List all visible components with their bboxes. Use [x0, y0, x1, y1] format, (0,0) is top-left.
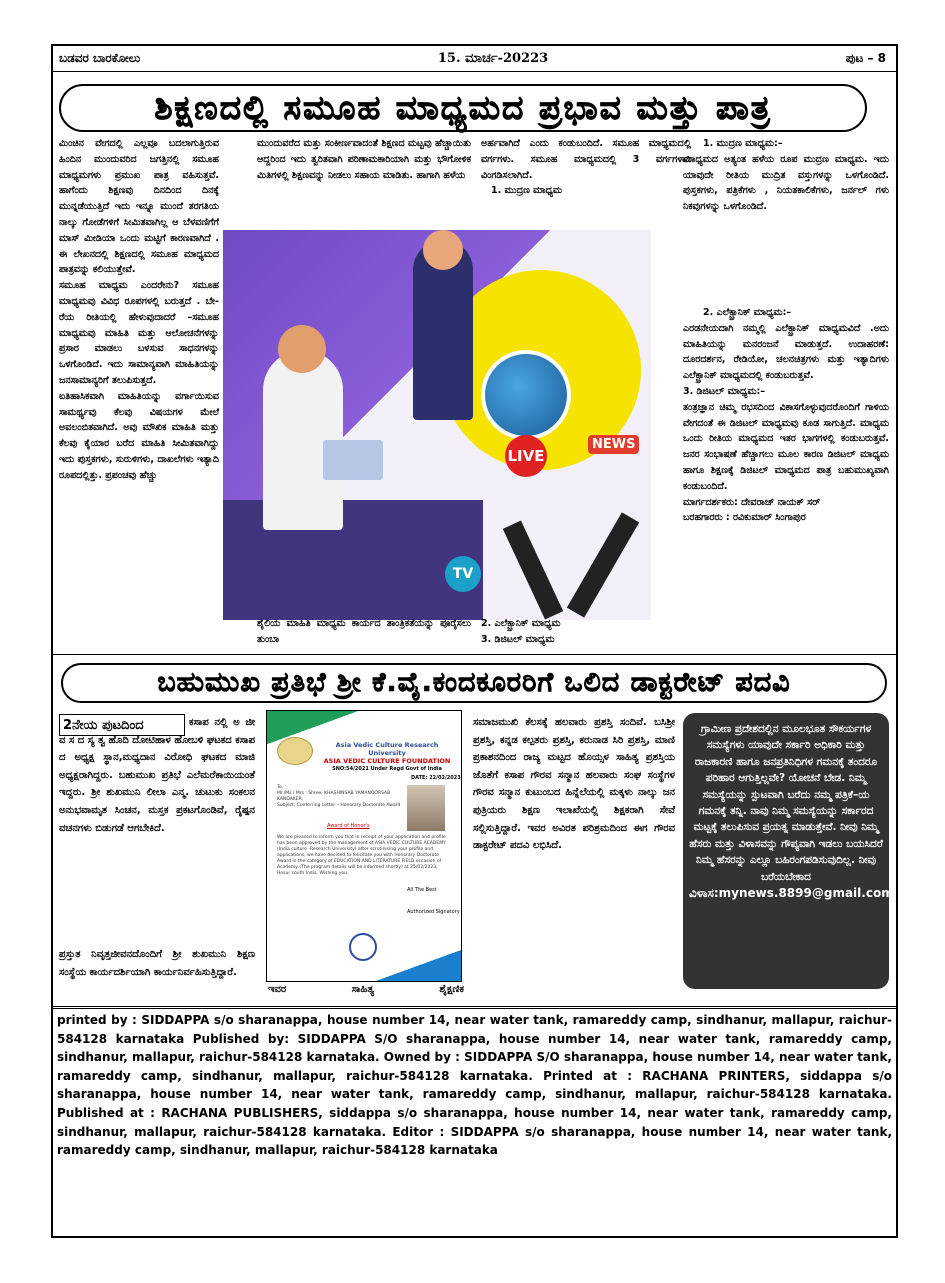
mass-media-illustration	[223, 230, 651, 620]
person-head	[423, 230, 463, 270]
globe-icon	[481, 350, 571, 440]
article1-column-3-bottom	[481, 616, 681, 648]
headline-doctorate: ಬಹುಮುಖ ಪ್ರತಿಭೆ ಶ್ರೀ ಕೆ.ವೈ.ಕಂದಕೂರರಿಗೆ ಒಲಿದ ಡಾಕ್ಟರೇಟ್ ಪದವಿ	[61, 663, 887, 703]
article2-column-1	[59, 714, 255, 837]
imprint-footer: printed by : SIDDAPPA s/o sharanappa, house number 14, near water tank, ramareddy camp, sindhanur, mallapur, raichur-584128 karnataka Published by: SIDDAPPA S/O sharanappa, house number 14, near water tank, ramareddy camp, sindhanur, mallapur, raichur-584128 karnataka. Owned by : SIDDAPPA S/O sharanappa, house number 14, near water tank, ramareddy camp, sindhanur, mallapur, raichur-584128 karnataka. Printed at : RACHANA PRINTERS, siddappa s/o sharanappa, house number 14, near water tank, ramareddy camp, sindhanur, mallapur, raichur-584128 karnataka. Published at : RACHANA PUBLISHERS, siddappa s/o sharanappa, house number 14, near water tank, ramareddy camp, sindhanur, mallapur, raichur-584128 karnataka. Editor : SIDDAPPA s/o sharanappa, house number 14, near water tank, ramareddy camp, sindhanur, mallapur, raichur-584128 karnataka	[53, 1006, 896, 1162]
article1-column-1	[59, 136, 219, 484]
notice-text: ಗ್ರಾಮೀಣ ಪ್ರದೇಶದಲ್ಲಿನ ಮೂಲಭೂತ ಸೌಕರ್ಯಗಳ ಸಮಸ್ಯೆಗಳು ಯಾವುದೇ ಸರ್ಕಾರಿ ಅಧಿಕಾರಿ ಮತ್ತು ರಾಜಕಾರಣಿ ಹಾಗೂ ಜನಪ್ರತಿನಿಧಿಗಳ ಗಮನಕ್ಕೆ ತಂದರೂ ಪರಿಹಾರ ಆಗುತ್ತಿಲ್ಲವೇ? ಯೋಚನೆ ಬೇಡ. ನಿಮ್ಮ ಸಮಸ್ಯೆಯನ್ನು ಸ್ಪುಟವಾಗಿ ಬರೆದು ನಮ್ಮ ಪತ್ರಿಕೆ–ಯ ಗಮನಕ್ಕೆ ತನ್ನಿ. ನಾವು ನಿಮ್ಮ ಸಮಸ್ಯೆಯನ್ನು ಸರ್ಕಾರದ ಮಟ್ಟಕ್ಕೆ ತಲುಪಿಸುವ ಪ್ರಯತ್ನ ಮಾಡುತ್ತೇವೆ. ನೀವು ನಿಮ್ಮ ಹೆಸರು ಮತ್ತು ವಿಳಾಸವನ್ನು ಗೌಪ್ಯವಾಗಿ ಇಡಲು ಬಯಸಿದರೆ ನಿಮ್ಮ ಹೆಸರನ್ನು ಎಲ್ಲೂ ಬಹಿರಂಗಪಡಿಸುವುದಿಲ್ಲ. ನೀವು ಬರೆಯಬೇಕಾದ	[689, 723, 883, 883]
honorary-doctorate-certificate-image	[266, 710, 462, 982]
article1-column-2-bottom	[257, 616, 471, 648]
caption-word: ಶೈಕ್ಷಣಿಕ	[439, 984, 464, 995]
certificate-date: DATE: 22/02/2023	[411, 775, 461, 781]
news-badge: NEWS	[588, 435, 639, 454]
article1-col3-item1: 1. ಮುದ್ರಣ ಮಾಧ್ಯಮ	[491, 185, 563, 197]
desk-shape	[223, 500, 483, 620]
spacer	[683, 215, 889, 305]
section-heading-digital-media: 3. ಡಿಜಿಟಲ್ ಮಾಧ್ಯಮ:–	[683, 385, 766, 397]
certificate-subject: Subject; Conferring Letter – Honorary Doctorate Award	[277, 803, 401, 808]
reader-notice-box	[683, 713, 894, 989]
person-head	[278, 325, 326, 373]
certificate-to: To,	[277, 785, 284, 790]
university-logo-icon	[277, 737, 313, 765]
certificate-signatory: Authorized Signatory	[407, 909, 460, 915]
article1-col2-bottom: ಶೈಲಿಯ ಮಾಹಿತಿ ಮಾಧ್ಯಮ ಕಾರ್ಯದ ತಾಂತ್ರಿಕತೆಯನ್ನು ಪೂರೈಸಲು ತುಂಬಾ	[257, 618, 471, 645]
masthead-page-number: ಪುಟ – 8	[845, 51, 886, 65]
certificate-to-block	[277, 785, 402, 809]
article1-column-4	[683, 136, 889, 526]
article2-col3-para: ಸಮಾಜಮುಖಿ ಕೆಲಸಕ್ಕೆ ಹಲವಾರು ಪ್ರಶಸ್ತಿ ಸಂದಿವೆ. ಬಸಿಶ್ರೀ ಪ್ರಶಸ್ತಿ, ಕನ್ನಡ ಕಲ್ಪತರು ಪ್ರಶಸ್ತಿ, ಕರುನಾಡ ಸಿರಿ ಪ್ರಶಸ್ತಿ, ಮಾಣಿ ಪ್ರಕಾಶನದಿಂದ ರಾಜ್ಯ ಮಟ್ಟದ ಹೊಯ್ಸಳ ಸಾಹಿತ್ಯ ಪ್ರಶಸ್ತಿಯ ಜೊತೆಗೆ ಕಸಾಪ ಗೌರವ ಸನ್ಮಾನ ಹಲವಾರು ಸಂಘ ಸಂಸ್ಥೆಗಳ ಗೌರವ ಸನ್ಮಾನ ಕುಟುಂಬದ ಹಿನ್ನೆಲೆಯಲ್ಲಿ ಮಕ್ಕಳು ನಾಲ್ಕು ಜನ ಪುತ್ರಿಯರು ಶಿಕ್ಷಣ ಇಲಾಖೆಯಲ್ಲಿ ಶಿಕ್ಷಕರಾಗಿ ಸೇವೆ ಸಲ್ಲಿಸುತ್ತಿದ್ದಾರೆ. ಇವರ ಅವಿರತ ಪರಿಶ್ರಮದಿಂದ ಈಗ ಗೌರವ ಡಾಕ್ಟರೇಟ್ ಪದವಿ ಲಭಿಸಿದೆ.	[473, 717, 675, 852]
masthead	[53, 46, 896, 72]
certificate-organisation	[317, 741, 457, 773]
article1-column-3-top	[481, 136, 691, 199]
article1-col2-top: ಮುಂದುವರೆದ ಮತ್ತು ಸಂಕೀರ್ಣವಾದಂತೆ ಶಿಕ್ಷಣದ ಮಟ್ಟವು ಹೆಚ್ಚಾಯಿತು ಆದ್ದರಿಂದ ಇದು ತ್ವರಿತವಾಗಿ ಪರಿಣಾಮಕಾರಿಯಾಗಿ ಮತ್ತು ಭೌಗೋಳಿಕ ಮಿತಿಗಳಲ್ಲಿ ಶಿಕ್ಷಣವನ್ನು ನೀಡಲು ಸಹಾಯ ಮಾಡಿತು. ಹಾಗಾಗಿ ಹಳೆಯ	[257, 138, 471, 181]
masthead-title: ಬಡವರ ಬಾರಕೋಲು	[59, 51, 141, 65]
section-heading-print-media: 1. ಮುದ್ರಣ ಮಾಧ್ಯಮ:–	[703, 138, 783, 149]
article2-col1-para1: ಕಸಾಪ ನಲ್ಲಿ ಅ ಜೀ ವ ಸ ದ ಸ್ಯ ತ್ವ ಹೊದಿ ದೋಟಿಹಾಳ ಹೋಬಳಿ ಘಟಕದ ಕಸಾಪ ದ ಅಧ್ಯಕ್ಷ ಸ್ಥಾನ,ಮಧ್ಯದಾನ ವಿರೋಧಿ ಘಟಕದ ಮಾಜಿ ಅಧ್ಯಕ್ಷರಾಗಿದ್ದರು. ಬಹುಮುಖ ಪ್ರತಿಭೆ ಎಲೆಮರೆಕಾಯಿಯಂತೆ ಇದ್ದರು. ಶ್ರೀ ಶುಖಮುನಿ ಲೀಲಾ ಎನ್ಮ. ಚುಟುಕು ಸಂಕಲನ ಅನುಭವಾಮೃತ ಸಿಂಚನ, ಮಸ್ತಕ ಪ್ರಕಟಗೊಂಡಿವೆ, ರೈಷ್ಪನ ವಚನಗಳು ಬಿಡುಗಡೆ ಆಗಬೇಕಿದೆ.	[59, 717, 255, 834]
article1-writer-credit: ಬರಹಗಾರರು : ರವಿಕುಮಾರ್ ಸಿಂಗಾಪುರ	[683, 512, 806, 524]
article2-column-1b	[59, 946, 255, 981]
notice-email[interactable]: ವಿಳಾಸ:mynews.8899@gmail.com	[689, 886, 894, 901]
microphone-icon	[567, 512, 639, 617]
certificate-seal-icon	[349, 933, 377, 961]
certificate-org-line1: Asia Vedic Culture Research University	[335, 741, 439, 757]
continued-from-page-2: 2ನೇಯ ಪುಟದಿಂದ	[59, 714, 185, 736]
article1-col3-top: ಅರ್ಹವಾಗಿದೆ ಎಂದು ಕಂಡುಬಂದಿದೆ. ಸಮೂಹ ಮಾಧ್ಯಮದಲ್ಲಿ ವರ್ಗಗಳು. ಸಮೂಹ ಮಾಧ್ಯಮದಲ್ಲಿ 3 ವರ್ಗಗಳಾಗಿ ವಿಂಗಡಿಸಲಾಗಿದೆ.	[481, 138, 691, 181]
certificate-recipient: Mr./Ms./ Mrs : Shree. KHASHINSAB YAMANOORSAB KANDAKER,	[277, 791, 391, 802]
certificate-body: We are pleased to inform you that in receipt of your application and profile has been approved by the management of ASIA VEDIC CULTURE ACADEMY (India culture -Research University) after scrutinising your profile and applications, we have decided to felicitate you with Honorary Doctorate Award in the category of EDUCATION AND LITERATURE FIELD occasion of Academy (The program details will be informed shortly) at 25/02/2023, Hosur south India. Wishing you.	[277, 835, 446, 876]
article1-guide-credit: ಮಾರ್ಗದರ್ಶಕರು: ದೇವರಾಜ್ ನಾಯಕ್ ಸರ್	[683, 496, 821, 508]
recipient-photo	[407, 785, 445, 831]
article1-col4-para2: ಎರಡನೇಯದಾಗಿ ನಮ್ಮಲ್ಲಿ ಎಲೆಕ್ಟ್ರಾನಿಕ್ ಮಾಧ್ಯಮವಿದೆ .ಅದು ಮಾಹಿತಿಯನ್ನು ಮನರಂಜನೆ ಮಾಡುತ್ತದೆ. ಉದಾಹರಣೆ: ದೂರದರ್ಶನ, ರೇಡಿಯೋ, ಚಲನಚಿತ್ರಗಳು ಮತ್ತು ಇತ್ಯಾದಿಗಳು ಎಲೆಕ್ಟ್ರಾನಿಕ್ ಮಾಧ್ಯಮದಲ್ಲಿ ಕಂಡುಬರುತ್ತವೆ.	[683, 322, 889, 382]
live-badge: LIVE	[505, 435, 547, 477]
microphone-icon	[503, 520, 563, 619]
laptop-icon	[323, 440, 383, 480]
article2-col1-para2: ಪ್ರಸ್ತುತ ನಿವೃತ್ತಜೀವನದೊಂದಿಗೆ ಶ್ರೀ ಶುಖಮುನಿ ಶಿಕ್ಷಣ ಸಂಸ್ಥೆಯ ಕಾರ್ಯದರ್ಶಿಯಾಗಿ ಕಾರ್ಯನಿರ್ವಹಿಸುತ್ತಿದ್ದಾರೆ.	[59, 949, 255, 978]
article1-col3-item2: 2. ಎಲೆಕ್ಟ್ರಾನಿಕ್ ಮಾಧ್ಯಮ	[481, 618, 561, 629]
newspaper-page	[51, 44, 898, 1238]
certificate-caption	[268, 984, 464, 995]
certificate-org-line3: SNO:54/2021 Under Regd Govt of India	[332, 766, 442, 772]
certificate-best-wishes: All The Best	[407, 887, 437, 893]
section-divider	[53, 654, 896, 655]
article1-col4-para3: ತಂತ್ರಜ್ಞಾನ ಚಿಮ್ಮ ರಭಸದಿಂದ ವಿಕಾಸಗೊಳ್ಳುವುದರೊಂದಿಗೆ ಗಾಳಿಯ ವೇಗದಂತೆ ಈ ಡಿಜಿಟಲ್ ಮಾಧ್ಯಮವು ಕೂಡ ಸಾಗುತ್ತಿದೆ. ಮಾಧ್ಯಮ ಒಂದು ರೀತಿಯ ಮಾಧ್ಯಮದ ಇತರ ಭಾಗಗಳಲ್ಲಿ ಕಂಡುಬರುತ್ತವೆ. ಜನರ ಸಂಭಾಷಣೆ ಹೆಚ್ಚಾಗಲು ಮೂಲ ಕಾರಣ ಡಿಜಿಟಲ್ ಮಾಧ್ಯಮ ಹಾಗೂ ಶಿಕ್ಷಣಕ್ಕೆ ಡಿಜಿಟಲ್ ಮಾಧ್ಯಮದ ಪಾತ್ರ ಬಹುಮುಖ್ಯವಾಗಿ ಕಂಡುಬಂದಿದೆ.	[683, 401, 889, 492]
article1-col3-item3: 3. ಡಿಜಿಟಲ್ ಮಾಧ್ಯಮ	[481, 633, 555, 645]
caption-word: ಸಾಹಿತ್ಯ	[351, 984, 375, 995]
caption-word: ಇವರ	[268, 984, 287, 995]
certificate-org-line2: ASIA VEDIC CULTURE FOUNDATION	[323, 757, 451, 765]
masthead-date: 15. ಮಾರ್ಚ-20223	[437, 51, 549, 66]
certificate-award-title: Award of Honor's	[327, 823, 370, 829]
section-heading-electronic-media: 2. ಎಲೆಕ್ಟ್ರಾನಿಕ್ ಮಾಧ್ಯಮ:–	[703, 306, 792, 318]
article1-col1-para2: ಸಮೂಹ ಮಾಧ್ಯಮ ಎಂದರೇನು? ಸಮೂಹ ಮಾಧ್ಯಮವು ವಿವಿಧ ರೂಪಗಳಲ್ಲಿ ಬರುತ್ತದೆ . ಬೇ-ರೆಯ ರೀತಿಯಲ್ಲಿ ಹೇಳುವುದಾದರೆ –ಸಮೂಹ ಮಾಧ್ಯಮವು ಮಾಹಿತಿ ಮತ್ತು ಆಲೋಚನೆಗಳನ್ನು ಪ್ರಸಾರ ಮಾಡಲು ಬಳಸುವ ಸಾಧನಗಳನ್ನು ಒಳಗೊಂಡಿದೆ. ಇದು ಸಾಮಾನ್ಯವಾಗಿ ಮಾಹಿತಿಯನ್ನು ಜನಸಾಮಾನ್ಯರಿಗೆ ತಲುಪಿಸುತ್ತದೆ.	[59, 280, 219, 386]
article2-column-3	[473, 714, 675, 855]
article1-col1-para3: ಐತಿಹಾಸಿಕವಾಗಿ ಮಾಹಿತಿಯನ್ನು ವರ್ಗಾಯಿಸುವ ಸಾಮರ್ಥ್ಯವು ಕೆಲವು ವಿಷಯಗಳ ಮೇಲೆ ಅವಲಂಬಿತವಾಗಿದೆ. ಅವು ಮೌಖಿಕ ಮಾಹಿತಿ ಮತ್ತು ಕೆಲವು ಕೈಯಾರ ಬರೆದ ಮಾಹಿತಿ ಸೀಮಿತವಾಗಿದ್ದು ಇದು ಪುಸ್ತಕಗಳು, ಸುರುಳಿಗಳು, ದಾಖಲೆಗಳು ಇತ್ಯಾದಿ ರೂಪದಲ್ಲಿತ್ತು. ಪ್ರಪಂಚವು ಹೆಚ್ಚು	[59, 390, 219, 481]
article1-col1-para1: ಮಿಂಚಿನ ವೇಗದಲ್ಲಿ ಎಲ್ಲವೂ ಬದಲಾಗುತ್ತಿರುವ ಹಿಂದಿನ ಮುಂದುವರಿದ ಜಗತ್ತಿನಲ್ಲಿ ಸಮೂಹ ಮಾಧ್ಯಮಗಳು ಪ್ರಮುಖ ಪಾತ್ರ ವಹಿಸುತ್ತವೆ. ಹಾಗೆಂದು ಶಿಕ್ಷಣವು ದಿನದಿಂದ ದಿನಕ್ಕೆ ಮುನ್ನಡೆಯುತ್ತಿದೆ ಇದು ಇನ್ನೂ ಮುಂದೆ ತರಗತಿಯ ನಾಲ್ಕು ಗೋಡೆಗಳಿಗೆ ಸೀಮಿತವಾಗಿಲ್ಲ ಆ ಬೆಳವಣಿಗೆಗೆ ಮಾಸ್ ಮೀಡಿಯಾ ಒಂದು ಮಟ್ಟಿಗೆ ಕಾರಣವಾಗಿದೆ . ಈ ಲೇಖನದಲ್ಲಿ ಶಿಕ್ಷಣದಲ್ಲಿ ಸಮೂಹ ಮಾಧ್ಯಮದ ಪಾತ್ರವನ್ನು ಕಲಿಯುತ್ತೇವೆ.	[59, 138, 219, 276]
article1-column-2-top	[257, 136, 471, 183]
article1-col4-para1: ಮಾಧ್ಯಮದ ಅತ್ಯಂತ ಹಳೆಯ ರೂಪ ಮುದ್ರಣ ಮಾಧ್ಯಮ. ಇದು ಯಾವುದೇ ರೀತಿಯ ಮುದ್ರಿತ ವಸ್ತುಗಳನ್ನು ಒಳಗೊಂಡಿದೆ. ಪುಸ್ತಕಗಳು, ಪತ್ರಿಕೆಗಳು , ನಿಯತಕಾಲಿಕೆಗಳು, ಜರ್ನಲ್ ಗಳು ನಿಕವುಗಳನ್ನು ಒಳಗೊಂಡಿದೆ.	[683, 153, 889, 213]
headline-media-education: ಶಿಕ್ಷಣದಲ್ಲಿ ಸಮೂಹ ಮಾಧ್ಯಮದ ಪ್ರಭಾವ ಮತ್ತು ಪಾತ್ರ	[59, 84, 867, 132]
tv-badge: TV	[445, 556, 481, 592]
